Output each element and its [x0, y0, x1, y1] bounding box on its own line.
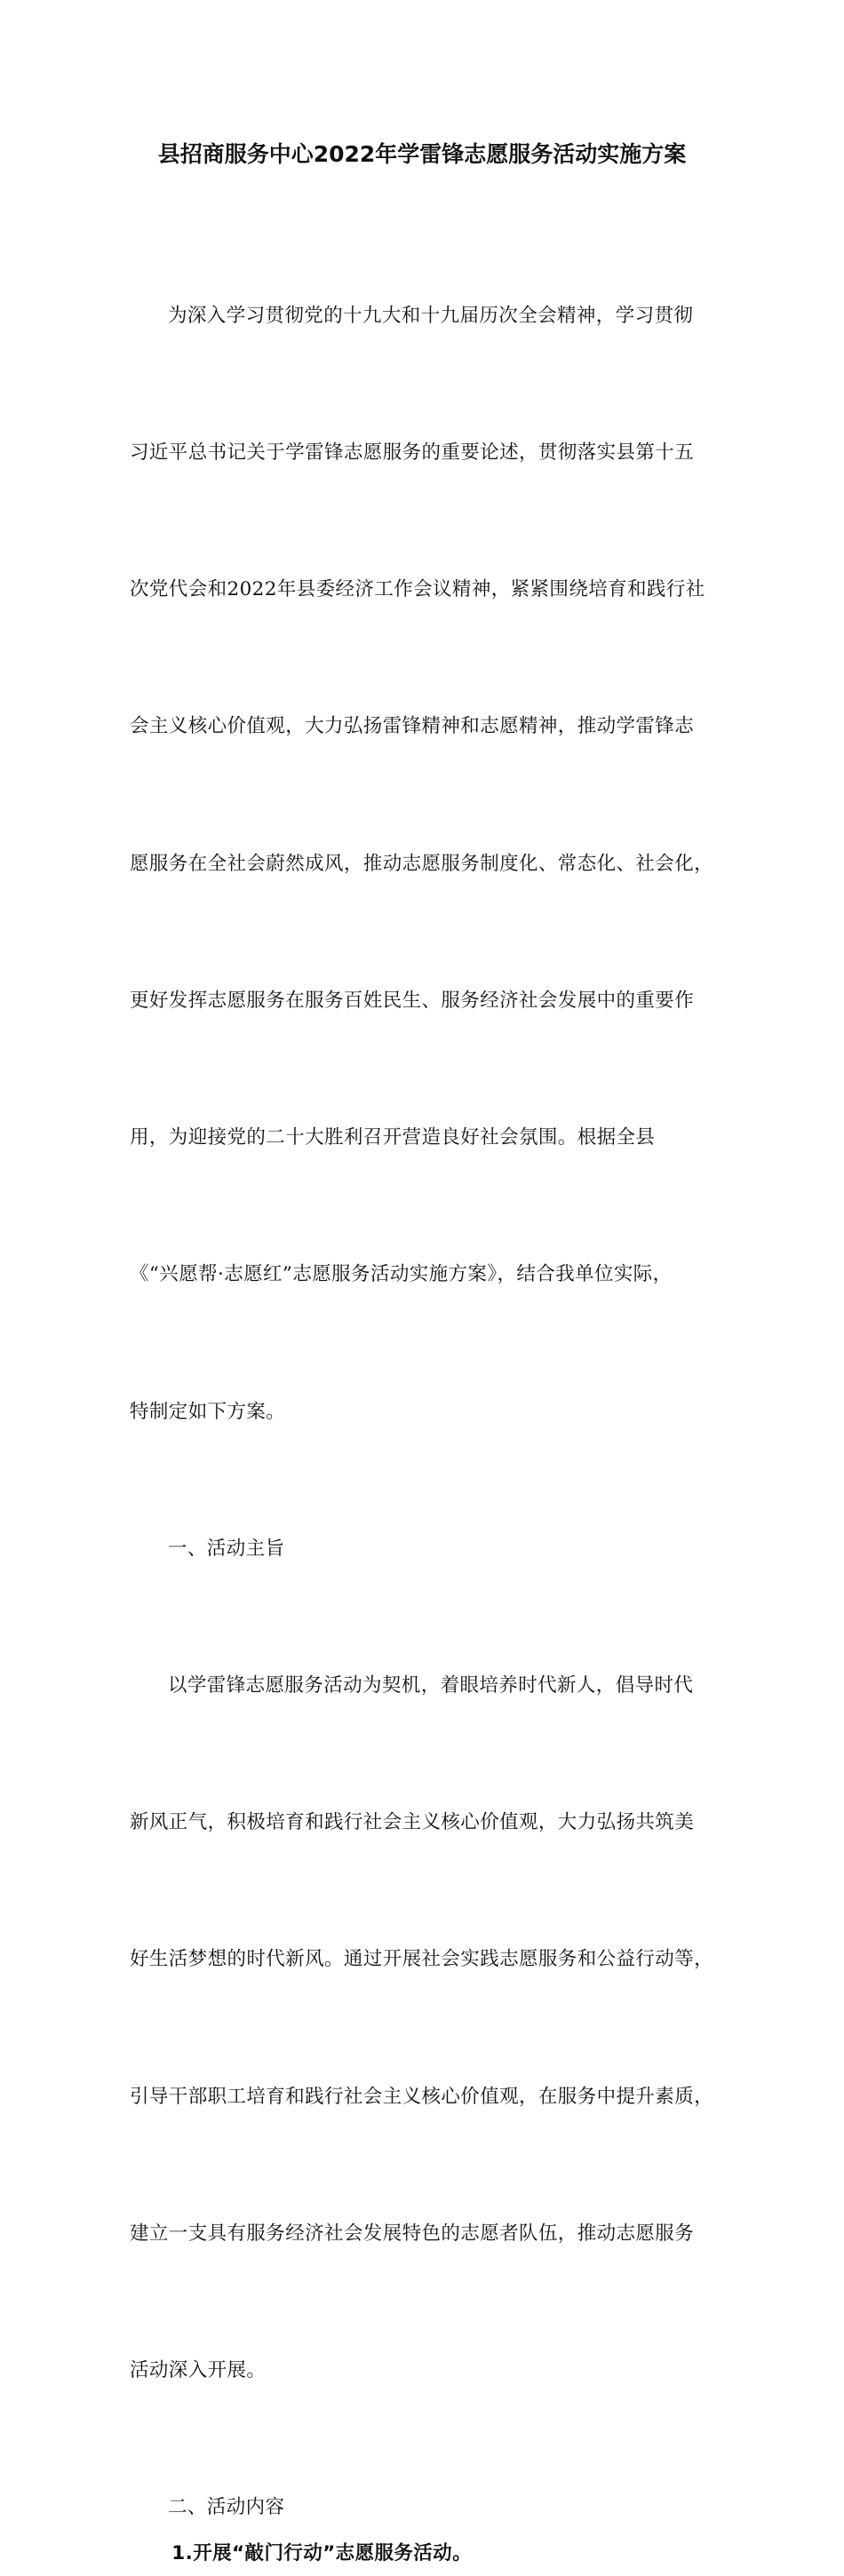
- purpose-line: 活动深入开展。: [130, 2359, 267, 2382]
- intro-line: 会主义核心价值观，大力弘扬雷锋精神和志愿精神，推动学雷锋志: [130, 715, 695, 738]
- content-item-heading: 1.开展“敲门行动”志愿服务活动。: [171, 2541, 472, 2564]
- intro-line: 特制定如下方案。: [130, 1400, 286, 1423]
- section-heading-content: 二、活动内容: [168, 2496, 285, 2519]
- purpose-line: 建立一支具有服务经济社会发展特色的志愿者队伍，推动志愿服务: [130, 2222, 695, 2245]
- document-body: [130, 202, 716, 2576]
- purpose-line: 引导干部职工培育和践行社会主义核心价值观，在服务中提升素质，: [130, 2085, 714, 2108]
- section-heading-purpose: 一、活动主旨: [168, 1537, 285, 1560]
- intro-line: 习近平总书记关于学雷锋志愿服务的重要论述，贯彻落实县第十五: [130, 441, 695, 465]
- intro-line: 为深入学习贯彻党的十九大和十九届历次全会精神，学习贯彻: [168, 304, 694, 327]
- intro-line: 用，为迎接党的二十大胜利召开营造良好社会氛围。根据全县: [130, 1126, 656, 1149]
- purpose-line: 好生活梦想的时代新风。通过开展社会实践志愿服务和公益行动等，: [130, 1948, 714, 1971]
- purpose-paragraph: [130, 1571, 716, 2485]
- intro-line: 《“兴愿帮·志愿红”志愿服务活动实施方案》，结合我单位实际，: [130, 1263, 673, 1286]
- intro-paragraph: [130, 202, 716, 1526]
- intro-line: 更好发挥志愿服务在服务百姓民生、服务经济社会发展中的重要作: [130, 989, 695, 1012]
- intro-line: 愿服务在全社会蔚然成风，推动志愿服务制度化、常态化、社会化，: [130, 852, 714, 875]
- purpose-line: 新风正气，积极培育和践行社会主义核心价值观，大力弘扬共筑美: [130, 1811, 695, 1834]
- purpose-line: 以学雷锋志愿服务活动为契机，着眼培养时代新人，倡导时代: [168, 1674, 694, 1697]
- intro-line: 次党代会和2022年县委经济工作会议精神，紧紧围绕培育和践行社: [130, 578, 705, 601]
- document-title: 县招商服务中心2022年学雷锋志愿服务活动实施方案: [157, 141, 687, 167]
